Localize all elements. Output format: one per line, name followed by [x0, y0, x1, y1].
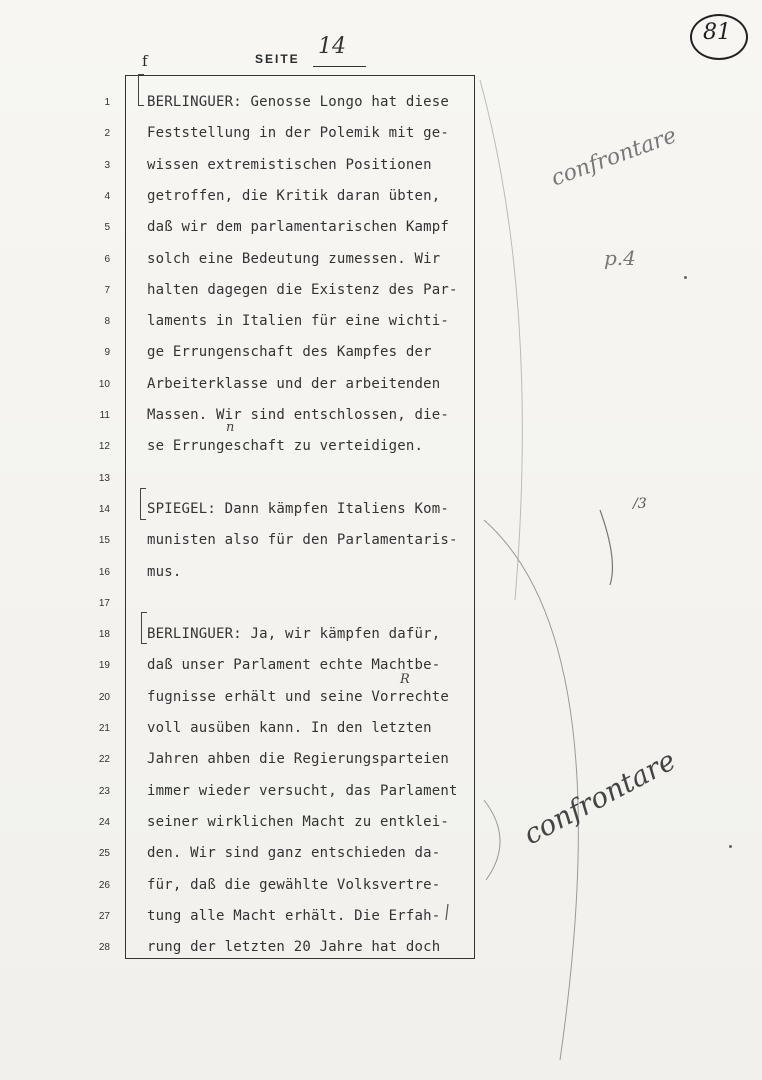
- text-line: laments in Italien für eine wichti-: [147, 313, 450, 330]
- text-line: halten dagegen die Existenz des Par-: [147, 281, 458, 298]
- line-number: 13: [98, 472, 110, 484]
- line-number: 21: [98, 723, 110, 734]
- text-line: Jahren ahben die Regierungsparteien: [147, 751, 450, 768]
- text-line: fugnisse erhält und seine Vorrechte: [147, 688, 450, 705]
- text-line: wissen extremistischen Positionen: [147, 156, 432, 173]
- margin-note-4: /3: [633, 496, 647, 512]
- page-label: SEITE: [255, 52, 300, 66]
- line-number: 11: [99, 410, 110, 421]
- line-number: 12: [98, 441, 110, 453]
- line-number: 18: [98, 629, 110, 641]
- text-line: immer wieder versucht, das Parlament: [147, 782, 458, 799]
- line-number: 22: [98, 754, 110, 766]
- line-number: 14: [98, 503, 110, 515]
- text-line: rung der letzten 20 Jahre hat doch: [147, 939, 441, 956]
- line-number: 6: [104, 253, 110, 265]
- line-number: 9: [104, 347, 110, 359]
- line-number: 27: [98, 910, 110, 922]
- text-line: daß wir dem parlamentarischen Kampf: [147, 219, 450, 236]
- text-line: solch eine Bedeutung zumessen. Wir: [147, 250, 441, 267]
- text-line: den. Wir sind ganz entschieden da-: [147, 845, 441, 862]
- insert-correction-r: R: [400, 672, 410, 687]
- line-number: 2: [104, 128, 110, 140]
- text-line: ge Errungenschaft des Kampfes der: [147, 344, 432, 361]
- line-number: 25: [98, 848, 110, 860]
- line-number: 4: [104, 190, 110, 202]
- line-number: 3: [104, 159, 110, 171]
- line-number: 19: [98, 660, 110, 672]
- text-line: getroffen, die Kritik daran übten,: [147, 187, 441, 204]
- margin-note-3: confrontare: [518, 743, 682, 852]
- text-line: seiner wirklichen Macht zu entklei-: [147, 813, 450, 830]
- text-line: tung alle Macht erhält. Die Erfah-: [147, 907, 441, 924]
- text-line: Massen. Wir sind entschlossen, die-: [147, 407, 450, 423]
- line-number: 10: [98, 378, 110, 390]
- line-number: 1: [104, 97, 110, 108]
- text-line: BERLINGUER: Ja, wir kämpfen dafür,: [147, 626, 441, 643]
- page-number-handwritten: 14: [318, 34, 346, 59]
- line-number: 28: [98, 942, 110, 954]
- text-line: SPIEGEL: Dann kämpfen Italiens Kom-: [147, 500, 450, 517]
- line-number: 23: [98, 785, 110, 797]
- margin-note-2: p.4: [604, 246, 636, 270]
- line-number: 20: [98, 691, 110, 703]
- text-line: munisten also für den Parlamentaris-: [147, 532, 458, 549]
- page-circle-number: 81: [703, 20, 731, 45]
- insert-correction-n: n: [226, 420, 235, 435]
- line-number: 8: [104, 316, 110, 328]
- line-number: 15: [98, 535, 110, 547]
- text-line: Arbeiterklasse und der arbeitenden: [147, 375, 441, 392]
- line-number: 17: [98, 597, 110, 609]
- stray-dot: [729, 845, 732, 848]
- line-number: 5: [104, 222, 110, 234]
- line-number: 16: [98, 566, 110, 578]
- text-line: BERLINGUER: Genosse Longo hat diese: [147, 94, 450, 110]
- text-line: Feststellung in der Polemik mit ge-: [147, 125, 450, 142]
- text-line: se Errungeschaft zu verteidigen.: [147, 438, 424, 455]
- line-number: 24: [98, 816, 110, 828]
- margin-note-1: confrontare: [548, 123, 680, 192]
- section-mark: f: [142, 52, 148, 70]
- stray-dot: [684, 276, 687, 279]
- line-number: 26: [98, 879, 110, 891]
- text-line: daß unser Parlament echte Machtbe-: [147, 657, 441, 674]
- text-line: mus.: [147, 563, 182, 580]
- text-line: voll ausüben kann. In den letzten: [147, 720, 432, 736]
- text-line: für, daß die gewählte Volksvertre-: [147, 876, 441, 893]
- line-number: 7: [104, 284, 110, 296]
